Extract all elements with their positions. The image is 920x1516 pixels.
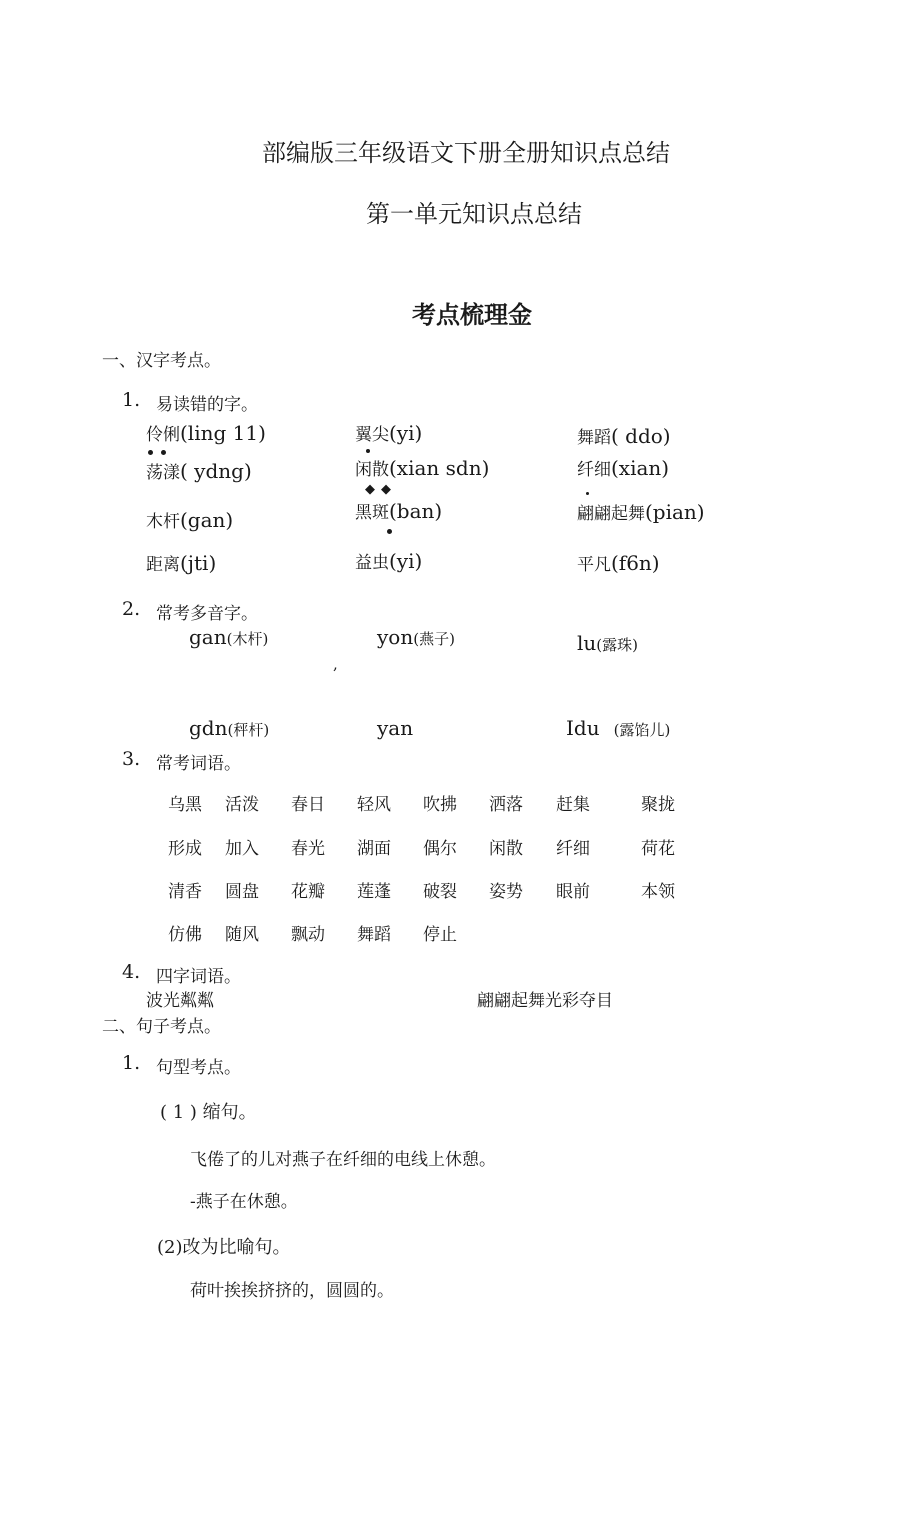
vocab-word: 停止 (423, 925, 457, 945)
vocab-word: 活泼 (225, 795, 259, 815)
sub1-label: ( 1 ) 缩句。 (160, 1102, 257, 1123)
sub1-sentence: 飞倦了的儿对燕子在纤细的电线上休憩。 (190, 1150, 496, 1170)
vocab-word: 加入 (225, 839, 259, 859)
q4-number: 4. (122, 961, 141, 983)
vocab-word: 荷花 (641, 839, 675, 859)
vocab-word: 春光 (291, 839, 325, 859)
emphasis-dot (586, 492, 589, 495)
emphasis-dot (366, 449, 370, 453)
emphasis-dot (387, 529, 392, 534)
emphasis-diamond: ◆ (381, 482, 391, 497)
sub2-label: (2)改为比喻句。 (157, 1237, 291, 1258)
polyphone-item: lu(露珠) (577, 631, 638, 655)
vocab-item: 木杆(gan) (146, 508, 234, 532)
sub1-answer: -燕子在休憩。 (190, 1192, 298, 1212)
vocab-word: 莲蓬 (357, 882, 391, 902)
vocab-word: 破裂 (423, 882, 457, 902)
vocab-item: 平凡(f6n) (577, 551, 660, 575)
document-title: 部编版三年级语文下册全册知识点总结 (262, 139, 670, 167)
vocab-word: 偶尔 (423, 839, 457, 859)
vocab-item: 伶俐(ling 11) (146, 421, 266, 445)
vocab-item: 翩翩起舞(pian) (577, 500, 705, 524)
polyphone-item: gdn(秤杆) (189, 716, 270, 740)
vocab-word: 花瓣 (291, 882, 325, 902)
q1-number: 1. (122, 389, 141, 411)
vocab-item: 距离(jti) (146, 551, 217, 575)
vocab-word: 闲散 (489, 839, 523, 859)
vocab-word: 春日 (291, 795, 325, 815)
vocab-word: 舞蹈 (357, 925, 391, 945)
vocab-item: 黑斑(ban) (355, 499, 443, 523)
unit-title: 第一单元知识点总结 (366, 200, 582, 228)
q3-number: 3. (122, 748, 141, 770)
idiom-right: 翩翩起舞光彩夺目 (477, 991, 613, 1011)
emphasis-diamond: ◆ (365, 482, 375, 497)
vocab-item: 舞蹈( ddo) (577, 424, 671, 448)
vocab-word: 清香 (168, 882, 202, 902)
vocab-word: 洒落 (489, 795, 523, 815)
q2-label: 常考多音字。 (156, 604, 258, 624)
vocab-word: 湖面 (357, 839, 391, 859)
vocab-word: 轻风 (357, 795, 391, 815)
q3-label: 常考词语。 (156, 754, 241, 774)
vocab-item: 闲散(xian sdn) (355, 456, 490, 480)
vocab-word: 圆盘 (225, 882, 259, 902)
q2-number: 2. (122, 598, 141, 620)
vocab-word: 眼前 (556, 882, 590, 902)
vocab-word: 本领 (641, 882, 675, 902)
emphasis-dot (161, 450, 166, 455)
vocab-word: 乌黑 (168, 795, 202, 815)
polyphone-item: yan (377, 716, 414, 740)
vocab-word: 赶集 (556, 795, 590, 815)
vocab-word: 仿佛 (168, 925, 202, 945)
polyphone-item: Idu (露馅儿) (566, 716, 671, 740)
vocab-item: 纤细(xian) (577, 456, 670, 480)
vocab-word: 随风 (225, 925, 259, 945)
p2-q1-label: 句型考点。 (156, 1058, 241, 1078)
vocab-item: 荡漾( ydng) (146, 459, 252, 483)
idiom-left: 波光粼粼 (146, 991, 214, 1011)
p2-q1-number: 1. (122, 1052, 141, 1074)
vocab-word: 形成 (168, 839, 202, 859)
vocab-item: 翼尖(yi) (355, 421, 423, 445)
vocab-word: 吹拂 (423, 795, 457, 815)
section-title: 考点梳理金 (412, 301, 532, 329)
sub2-sentence: 荷叶挨挨挤挤的，圆圆的。 (190, 1281, 394, 1301)
vocab-word: 纤细 (556, 839, 590, 859)
stray-mark: , (333, 655, 338, 673)
part2-heading: 二、句子考点。 (102, 1017, 221, 1037)
part1-heading: 一、汉字考点。 (102, 351, 221, 371)
emphasis-dot (148, 450, 153, 455)
vocab-word: 飘动 (291, 925, 325, 945)
polyphone-item: gan(木杆) (189, 625, 269, 649)
vocab-word: 姿势 (489, 882, 523, 902)
vocab-item: 益虫(yi) (355, 549, 423, 573)
vocab-word: 聚拢 (641, 795, 675, 815)
q4-label: 四字词语。 (156, 967, 241, 987)
q1-label: 易读错的字。 (156, 395, 258, 415)
polyphone-item: yon(燕子) (377, 625, 455, 649)
